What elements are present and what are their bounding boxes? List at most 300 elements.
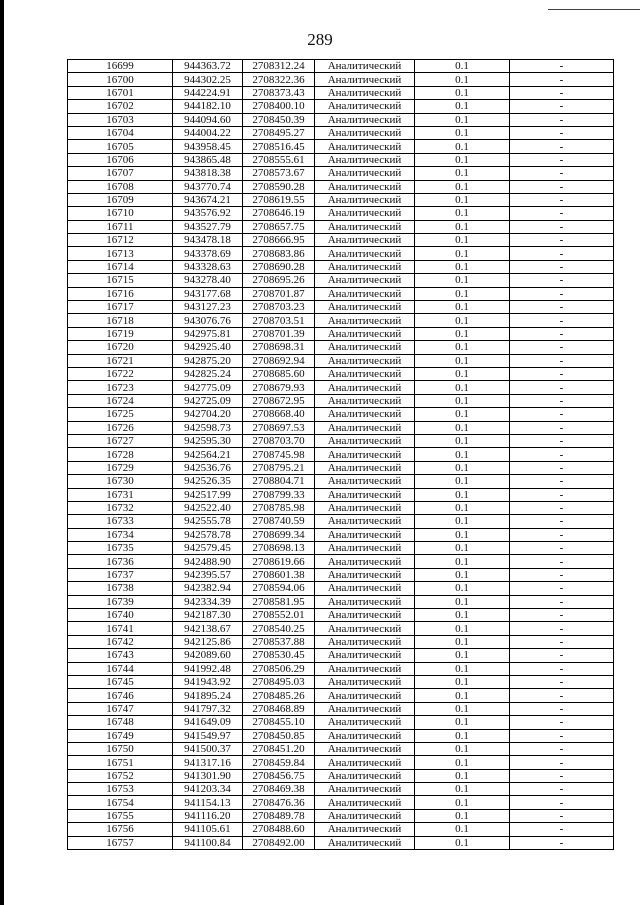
method-cell: Аналитический [315,394,415,407]
point-number-cell: 16757 [68,836,173,849]
y-coordinate-cell: 2708795.21 [243,461,315,474]
mark-cell: - [510,702,614,715]
y-coordinate-cell: 2708679.93 [243,381,315,394]
x-coordinate-cell: 942334.39 [173,595,243,608]
accuracy-cell: 0.1 [415,354,510,367]
y-coordinate-cell: 2708456.75 [243,769,315,782]
table-row [68,73,614,86]
accuracy-cell: 0.1 [415,729,510,742]
x-coordinate-cell: 942595.30 [173,434,243,447]
mark-cell: - [510,528,614,541]
y-coordinate-cell: 2708799.33 [243,488,315,501]
mark-cell: - [510,86,614,99]
table-row [68,555,614,568]
table-row [68,327,614,340]
y-coordinate-cell: 2708506.29 [243,662,315,675]
table-row [68,662,614,675]
mark-cell: - [510,126,614,139]
method-cell: Аналитический [315,354,415,367]
accuracy-cell: 0.1 [415,220,510,233]
mark-cell: - [510,354,614,367]
x-coordinate-cell: 943576.92 [173,207,243,220]
method-cell: Аналитический [315,140,415,153]
accuracy-cell: 0.1 [415,689,510,702]
method-cell: Аналитический [315,528,415,541]
method-cell: Аналитический [315,274,415,287]
accuracy-cell: 0.1 [415,274,510,287]
y-coordinate-cell: 2708703.23 [243,301,315,314]
y-coordinate-cell: 2708646.19 [243,207,315,220]
x-coordinate-cell: 942775.09 [173,381,243,394]
table-row [68,167,614,180]
accuracy-cell: 0.1 [415,823,510,836]
point-number-cell: 16753 [68,783,173,796]
x-coordinate-cell: 941549.97 [173,729,243,742]
table-row [68,836,614,849]
y-coordinate-cell: 2708495.03 [243,675,315,688]
point-number-cell: 16716 [68,287,173,300]
mark-cell: - [510,408,614,421]
point-number-cell: 16723 [68,381,173,394]
x-coordinate-cell: 941649.09 [173,716,243,729]
accuracy-cell: 0.1 [415,702,510,715]
mark-cell: - [510,153,614,166]
mark-cell: - [510,247,614,260]
y-coordinate-cell: 2708552.01 [243,609,315,622]
point-number-cell: 16721 [68,354,173,367]
point-number-cell: 16728 [68,448,173,461]
table-row [68,86,614,99]
point-number-cell: 16754 [68,796,173,809]
method-cell: Аналитический [315,836,415,849]
y-coordinate-cell: 2708701.39 [243,327,315,340]
method-cell: Аналитический [315,635,415,648]
y-coordinate-cell: 2708657.75 [243,220,315,233]
accuracy-cell: 0.1 [415,86,510,99]
x-coordinate-cell: 941116.20 [173,809,243,822]
method-cell: Аналитический [315,247,415,260]
x-coordinate-cell: 942536.76 [173,461,243,474]
point-number-cell: 16747 [68,702,173,715]
mark-cell: - [510,113,614,126]
mark-cell: - [510,73,614,86]
point-number-cell: 16704 [68,126,173,139]
point-number-cell: 16756 [68,823,173,836]
y-coordinate-cell: 2708697.53 [243,421,315,434]
table-row [68,314,614,327]
method-cell: Аналитический [315,595,415,608]
accuracy-cell: 0.1 [415,488,510,501]
accuracy-cell: 0.1 [415,100,510,113]
table-row [68,769,614,782]
accuracy-cell: 0.1 [415,622,510,635]
mark-cell: - [510,301,614,314]
mark-cell: - [510,756,614,769]
point-number-cell: 16712 [68,234,173,247]
x-coordinate-cell: 942526.35 [173,475,243,488]
y-coordinate-cell: 2708619.66 [243,555,315,568]
point-number-cell: 16708 [68,180,173,193]
x-coordinate-cell: 943076.76 [173,314,243,327]
method-cell: Аналитический [315,649,415,662]
accuracy-cell: 0.1 [415,207,510,220]
point-number-cell: 16701 [68,86,173,99]
table-row [68,113,614,126]
mark-cell: - [510,234,614,247]
method-cell: Аналитический [315,341,415,354]
mark-cell: - [510,260,614,273]
method-cell: Аналитический [315,314,415,327]
method-cell: Аналитический [315,167,415,180]
mark-cell: - [510,742,614,755]
table-row [68,675,614,688]
mark-cell: - [510,367,614,380]
accuracy-cell: 0.1 [415,595,510,608]
accuracy-cell: 0.1 [415,515,510,528]
accuracy-cell: 0.1 [415,180,510,193]
accuracy-cell: 0.1 [415,649,510,662]
x-coordinate-cell: 943278.40 [173,274,243,287]
point-number-cell: 16748 [68,716,173,729]
scan-left-edge [0,0,4,905]
x-coordinate-cell: 943674.21 [173,193,243,206]
accuracy-cell: 0.1 [415,448,510,461]
accuracy-cell: 0.1 [415,60,510,73]
x-coordinate-cell: 942704.20 [173,408,243,421]
table-row [68,394,614,407]
mark-cell: - [510,809,614,822]
point-number-cell: 16720 [68,341,173,354]
y-coordinate-cell: 2708555.61 [243,153,315,166]
accuracy-cell: 0.1 [415,153,510,166]
x-coordinate-cell: 942579.45 [173,542,243,555]
table-row [68,153,614,166]
y-coordinate-cell: 2708450.39 [243,113,315,126]
x-coordinate-cell: 944224.91 [173,86,243,99]
table-row [68,100,614,113]
table-row [68,274,614,287]
table-row [68,635,614,648]
table-row [68,796,614,809]
x-coordinate-cell: 941105.61 [173,823,243,836]
mark-cell: - [510,314,614,327]
mark-cell: - [510,421,614,434]
accuracy-cell: 0.1 [415,769,510,782]
table-row [68,234,614,247]
mark-cell: - [510,729,614,742]
x-coordinate-cell: 943958.45 [173,140,243,153]
table-row [68,193,614,206]
x-coordinate-cell: 942925.40 [173,341,243,354]
x-coordinate-cell: 942825.24 [173,367,243,380]
x-coordinate-cell: 944302.25 [173,73,243,86]
x-coordinate-cell: 941154.13 [173,796,243,809]
method-cell: Аналитический [315,702,415,715]
y-coordinate-cell: 2708537.88 [243,635,315,648]
point-number-cell: 16743 [68,649,173,662]
table-row [68,729,614,742]
point-number-cell: 16746 [68,689,173,702]
table-row [68,247,614,260]
mark-cell: - [510,207,614,220]
x-coordinate-cell: 943770.74 [173,180,243,193]
table-row [68,622,614,635]
point-number-cell: 16751 [68,756,173,769]
y-coordinate-cell: 2708459.84 [243,756,315,769]
y-coordinate-cell: 2708672.95 [243,394,315,407]
point-number-cell: 16737 [68,568,173,581]
method-cell: Аналитический [315,381,415,394]
method-cell: Аналитический [315,756,415,769]
point-number-cell: 16732 [68,501,173,514]
accuracy-cell: 0.1 [415,367,510,380]
y-coordinate-cell: 2708594.06 [243,582,315,595]
y-coordinate-cell: 2708322.36 [243,73,315,86]
accuracy-cell: 0.1 [415,73,510,86]
method-cell: Аналитический [315,783,415,796]
point-number-cell: 16730 [68,475,173,488]
method-cell: Аналитический [315,475,415,488]
y-coordinate-cell: 2708703.70 [243,434,315,447]
table-row [68,260,614,273]
method-cell: Аналитический [315,448,415,461]
mark-cell: - [510,675,614,688]
accuracy-cell: 0.1 [415,809,510,822]
x-coordinate-cell: 943177.68 [173,287,243,300]
method-cell: Аналитический [315,809,415,822]
mark-cell: - [510,448,614,461]
method-cell: Аналитический [315,421,415,434]
method-cell: Аналитический [315,100,415,113]
method-cell: Аналитический [315,126,415,139]
y-coordinate-cell: 2708590.28 [243,180,315,193]
accuracy-cell: 0.1 [415,716,510,729]
method-cell: Аналитический [315,769,415,782]
x-coordinate-cell: 942564.21 [173,448,243,461]
accuracy-cell: 0.1 [415,742,510,755]
point-number-cell: 16717 [68,301,173,314]
x-coordinate-cell: 942138.67 [173,622,243,635]
y-coordinate-cell: 2708540.25 [243,622,315,635]
x-coordinate-cell: 942125.86 [173,635,243,648]
table-row [68,140,614,153]
x-coordinate-cell: 941797.32 [173,702,243,715]
mark-cell: - [510,568,614,581]
y-coordinate-cell: 2708573.67 [243,167,315,180]
accuracy-cell: 0.1 [415,555,510,568]
method-cell: Аналитический [315,555,415,568]
method-cell: Аналитический [315,662,415,675]
y-coordinate-cell: 2708699.34 [243,528,315,541]
point-number-cell: 16733 [68,515,173,528]
y-coordinate-cell: 2708695.26 [243,274,315,287]
mark-cell: - [510,327,614,340]
mark-cell: - [510,542,614,555]
mark-cell: - [510,475,614,488]
point-number-cell: 16739 [68,595,173,608]
y-coordinate-cell: 2708685.60 [243,367,315,380]
table-row [68,421,614,434]
table-row [68,649,614,662]
accuracy-cell: 0.1 [415,662,510,675]
x-coordinate-cell: 943328.63 [173,260,243,273]
mark-cell: - [510,622,614,635]
x-coordinate-cell: 942382.94 [173,582,243,595]
y-coordinate-cell: 2708690.28 [243,260,315,273]
mark-cell: - [510,100,614,113]
y-coordinate-cell: 2708668.40 [243,408,315,421]
method-cell: Аналитический [315,488,415,501]
mark-cell: - [510,461,614,474]
table-row [68,341,614,354]
point-number-cell: 16736 [68,555,173,568]
point-number-cell: 16724 [68,394,173,407]
table-row [68,60,614,73]
method-cell: Аналитический [315,568,415,581]
x-coordinate-cell: 942875.20 [173,354,243,367]
point-number-cell: 16725 [68,408,173,421]
accuracy-cell: 0.1 [415,381,510,394]
y-coordinate-cell: 2708785.98 [243,501,315,514]
accuracy-cell: 0.1 [415,234,510,247]
point-number-cell: 16714 [68,260,173,273]
mark-cell: - [510,689,614,702]
point-number-cell: 16731 [68,488,173,501]
accuracy-cell: 0.1 [415,314,510,327]
accuracy-cell: 0.1 [415,140,510,153]
method-cell: Аналитический [315,327,415,340]
method-cell: Аналитический [315,622,415,635]
method-cell: Аналитический [315,434,415,447]
y-coordinate-cell: 2708495.27 [243,126,315,139]
table-body [68,60,614,850]
point-number-cell: 16709 [68,193,173,206]
accuracy-cell: 0.1 [415,341,510,354]
table-row [68,689,614,702]
x-coordinate-cell: 942975.81 [173,327,243,340]
x-coordinate-cell: 942578.78 [173,528,243,541]
y-coordinate-cell: 2708450.85 [243,729,315,742]
x-coordinate-cell: 941943.92 [173,675,243,688]
point-number-cell: 16713 [68,247,173,260]
method-cell: Аналитический [315,729,415,742]
x-coordinate-cell: 943818.38 [173,167,243,180]
accuracy-cell: 0.1 [415,635,510,648]
x-coordinate-cell: 943865.48 [173,153,243,166]
accuracy-cell: 0.1 [415,756,510,769]
y-coordinate-cell: 2708745.98 [243,448,315,461]
x-coordinate-cell: 942598.73 [173,421,243,434]
mark-cell: - [510,555,614,568]
accuracy-cell: 0.1 [415,836,510,849]
y-coordinate-cell: 2708451.20 [243,742,315,755]
method-cell: Аналитический [315,461,415,474]
y-coordinate-cell: 2708692.94 [243,354,315,367]
x-coordinate-cell: 941317.16 [173,756,243,769]
table-row [68,367,614,380]
x-coordinate-cell: 942522.40 [173,501,243,514]
y-coordinate-cell: 2708804.71 [243,475,315,488]
y-coordinate-cell: 2708468.89 [243,702,315,715]
point-number-cell: 16750 [68,742,173,755]
point-number-cell: 16719 [68,327,173,340]
table-row [68,783,614,796]
y-coordinate-cell: 2708740.59 [243,515,315,528]
point-number-cell: 16710 [68,207,173,220]
point-number-cell: 16706 [68,153,173,166]
accuracy-cell: 0.1 [415,568,510,581]
accuracy-cell: 0.1 [415,394,510,407]
y-coordinate-cell: 2708530.45 [243,649,315,662]
mark-cell: - [510,716,614,729]
y-coordinate-cell: 2708666.95 [243,234,315,247]
point-number-cell: 16738 [68,582,173,595]
point-number-cell: 16745 [68,675,173,688]
point-number-cell: 16702 [68,100,173,113]
point-number-cell: 16726 [68,421,173,434]
table-row [68,823,614,836]
table-row [68,501,614,514]
mark-cell: - [510,140,614,153]
mark-cell: - [510,662,614,675]
y-coordinate-cell: 2708619.55 [243,193,315,206]
x-coordinate-cell: 943378.69 [173,247,243,260]
accuracy-cell: 0.1 [415,247,510,260]
point-number-cell: 16718 [68,314,173,327]
method-cell: Аналитический [315,301,415,314]
point-number-cell: 16734 [68,528,173,541]
table-row [68,809,614,822]
x-coordinate-cell: 942517.99 [173,488,243,501]
method-cell: Аналитический [315,193,415,206]
table-row [68,461,614,474]
table-row [68,207,614,220]
y-coordinate-cell: 2708601.38 [243,568,315,581]
table-row [68,742,614,755]
method-cell: Аналитический [315,542,415,555]
mark-cell: - [510,167,614,180]
method-cell: Аналитический [315,220,415,233]
x-coordinate-cell: 942395.57 [173,568,243,581]
method-cell: Аналитический [315,408,415,421]
method-cell: Аналитический [315,609,415,622]
table-row [68,756,614,769]
y-coordinate-cell: 2708476.36 [243,796,315,809]
point-number-cell: 16715 [68,274,173,287]
mark-cell: - [510,488,614,501]
mark-cell: - [510,823,614,836]
accuracy-cell: 0.1 [415,796,510,809]
table-row [68,220,614,233]
method-cell: Аналитический [315,153,415,166]
y-coordinate-cell: 2708469.38 [243,783,315,796]
table-row [68,528,614,541]
x-coordinate-cell: 942488.90 [173,555,243,568]
mark-cell: - [510,783,614,796]
y-coordinate-cell: 2708373.43 [243,86,315,99]
point-number-cell: 16727 [68,434,173,447]
x-coordinate-cell: 944004.22 [173,126,243,139]
point-number-cell: 16703 [68,113,173,126]
method-cell: Аналитический [315,501,415,514]
x-coordinate-cell: 941500.37 [173,742,243,755]
point-number-cell: 16735 [68,542,173,555]
y-coordinate-cell: 2708701.87 [243,287,315,300]
mark-cell: - [510,582,614,595]
point-number-cell: 16755 [68,809,173,822]
header-rule [548,9,640,10]
table-row [68,434,614,447]
